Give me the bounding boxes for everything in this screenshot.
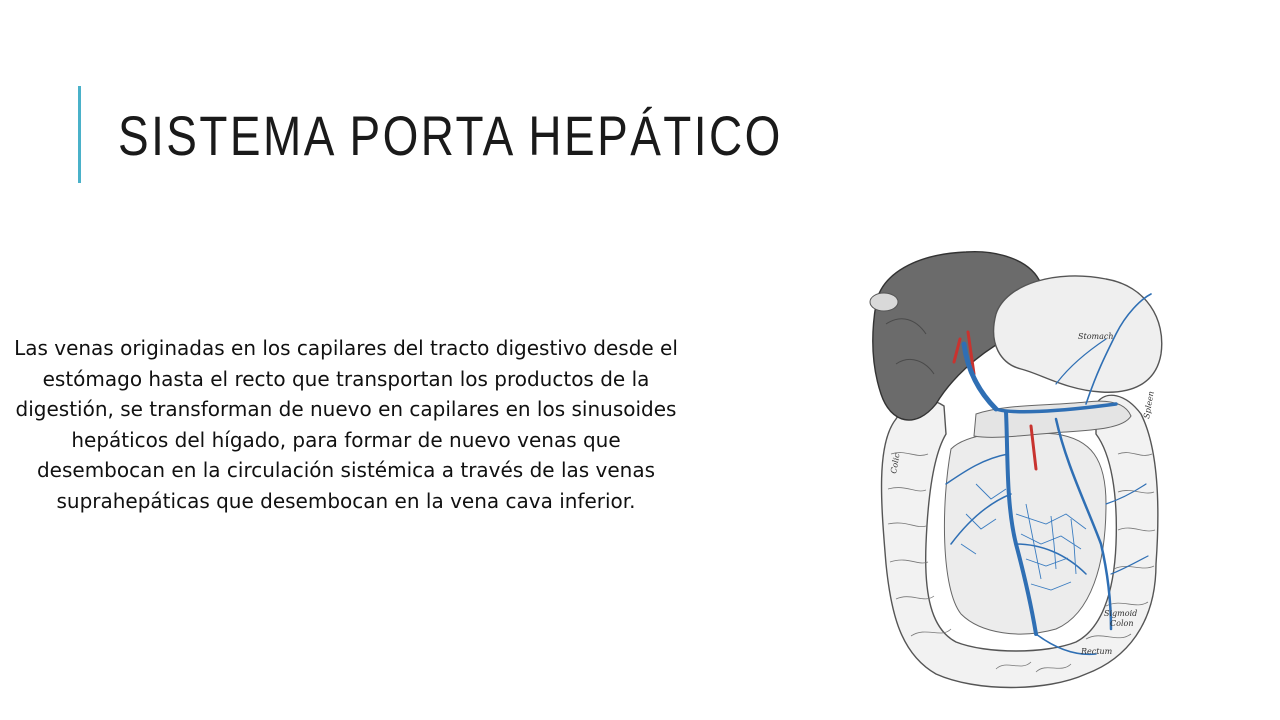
label-colic: Colic [889,452,902,475]
label-sigmoid: Sigmoid [1104,609,1138,618]
label-stomach: Stomach [1078,332,1114,341]
label-colon: Colon [1110,619,1134,628]
slide-title: SISTEMA PORTA HEPÁTICO [118,104,783,167]
label-rectum: Rectum [1081,647,1113,656]
label-spleen: Spleen [1142,390,1156,420]
slide-body-text: Las venas originadas en los capilares del tracto digestivo desde el estómago hasta el recto que transportan los productos de la digestión, se transforman de nuevo en capilares en los sinusoides hepáticos del hígado, para formar de nuevo venas que desembocan en la circulación sistémica a través de las venas suprahepáticas que desembocan en la vena cava inferior. [14,336,678,513]
gallbladder [870,293,898,311]
small-intestine [944,432,1106,634]
title-accent-bar [78,86,81,183]
portal-system-illustration [856,244,1176,694]
